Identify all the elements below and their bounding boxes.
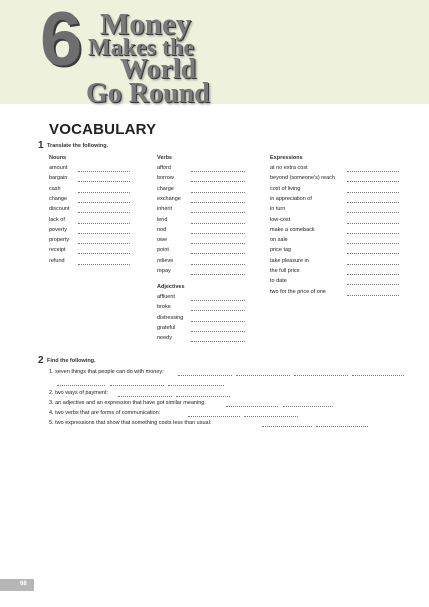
verb-answer-line[interactable]: [191, 223, 245, 224]
adjective-answer-line[interactable]: [191, 341, 245, 342]
expression-word: the full price: [270, 268, 300, 274]
verb-word: charge: [157, 185, 174, 192]
expression-word: beyond (someone's) reach: [270, 175, 335, 182]
expression-answer-line[interactable]: [347, 212, 399, 213]
expression-answer-line[interactable]: [347, 233, 399, 234]
expression-word: take pleasure in: [270, 257, 309, 264]
verb-answer-line[interactable]: [191, 181, 245, 182]
verb-answer-line[interactable]: [191, 233, 245, 234]
nouns-heading: Nouns: [49, 155, 67, 161]
verb-answer-line[interactable]: [191, 212, 245, 213]
verb-answer-line[interactable]: [191, 264, 245, 265]
adjective-answer-line[interactable]: [191, 321, 245, 322]
expression-word: on sale: [270, 237, 288, 244]
expression-word: in appreciation of: [270, 195, 312, 202]
expression-word: low-cost: [270, 216, 291, 223]
noun-answer-line[interactable]: [78, 181, 130, 182]
verb-word: owe: [157, 237, 168, 244]
adjective-answer-line[interactable]: [191, 300, 245, 301]
expressions-heading: Expressions: [270, 155, 303, 161]
exercise-1-instruction: Translate the following.: [47, 143, 109, 149]
expression-word: in turn: [270, 206, 286, 213]
verb-answer-line[interactable]: [191, 253, 245, 254]
expression-answer-line[interactable]: [347, 284, 399, 285]
expression-word: price tag: [270, 247, 292, 254]
verb-word: lend: [157, 216, 168, 223]
expression-word: to date: [270, 278, 287, 285]
verb-answer-line[interactable]: [191, 192, 245, 193]
verb-answer-line[interactable]: [191, 202, 245, 203]
unit-title-line-3: World: [120, 54, 197, 85]
answer-line[interactable]: [118, 396, 172, 397]
noun-word: cash: [49, 185, 61, 192]
noun-answer-line[interactable]: [78, 202, 130, 203]
verb-answer-line[interactable]: [191, 274, 245, 275]
adjective-word: distressing: [157, 314, 184, 321]
section-title: VOCABULARY: [49, 121, 157, 138]
answer-line[interactable]: [168, 385, 224, 386]
verb-word: repay: [157, 268, 171, 274]
expression-answer-line[interactable]: [347, 253, 399, 254]
question-3: 3. an adjective and an expression that have got similar meaning:: [49, 400, 206, 406]
answer-line[interactable]: [244, 416, 298, 417]
adjective-word: broke: [157, 304, 171, 311]
unit-title-line-4: Go Round: [86, 78, 210, 109]
expression-answer-line[interactable]: [347, 202, 399, 203]
noun-word: change: [49, 195, 68, 202]
answer-line[interactable]: [294, 375, 348, 376]
noun-answer-line[interactable]: [78, 212, 130, 213]
noun-word: poverty: [49, 226, 68, 233]
answer-line[interactable]: [236, 375, 290, 376]
answer-line[interactable]: [176, 396, 230, 397]
answer-line[interactable]: [283, 406, 333, 407]
verb-word: point: [157, 247, 169, 254]
noun-word: bargain: [49, 175, 68, 182]
noun-word: receipt: [49, 247, 66, 254]
adjectives-heading: Adjectives: [157, 284, 185, 290]
noun-answer-line[interactable]: [78, 192, 130, 193]
noun-answer-line[interactable]: [78, 233, 130, 234]
noun-answer-line[interactable]: [78, 264, 130, 265]
expression-answer-line[interactable]: [347, 243, 399, 244]
verb-word: exchange: [157, 195, 181, 202]
expression-answer-line[interactable]: [347, 264, 399, 265]
noun-word: amount: [49, 165, 68, 171]
adjective-word: grateful: [157, 324, 176, 331]
verb-word: nod: [157, 226, 167, 233]
noun-answer-line[interactable]: [78, 253, 130, 254]
adjective-answer-line[interactable]: [191, 331, 245, 332]
noun-word: property: [49, 237, 70, 244]
question-1: 1. seven things that people can do with money:: [49, 369, 164, 375]
answer-line[interactable]: [316, 426, 368, 427]
answer-line[interactable]: [110, 385, 164, 386]
unit-number: 6: [40, 0, 83, 82]
page-number: 68: [20, 581, 27, 587]
verbs-heading: Verbs: [157, 155, 172, 161]
noun-word: refund: [49, 257, 65, 264]
answer-line[interactable]: [188, 416, 240, 417]
exercise-2-number: 2: [38, 355, 44, 366]
verb-word: borrow: [157, 175, 174, 182]
answer-line[interactable]: [262, 426, 312, 427]
adjective-word: needy: [157, 335, 172, 342]
answer-line[interactable]: [57, 385, 105, 386]
unit-title-line-2: Makes the: [88, 35, 194, 61]
exercise-1-number: 1: [38, 140, 44, 151]
adjective-word: affluent: [157, 294, 175, 300]
noun-word: discount: [49, 206, 70, 213]
expression-answer-line[interactable]: [347, 192, 399, 193]
noun-answer-line[interactable]: [78, 171, 130, 172]
answer-line[interactable]: [178, 375, 232, 376]
noun-answer-line[interactable]: [78, 223, 130, 224]
expression-word: make a comeback: [270, 226, 315, 233]
verb-word: afford: [157, 165, 171, 171]
verb-answer-line[interactable]: [191, 171, 245, 172]
footer-bar: [0, 579, 34, 591]
expression-answer-line[interactable]: [347, 181, 399, 182]
unit-title-line-1: Money: [100, 6, 192, 41]
answer-line[interactable]: [352, 375, 404, 376]
exercise-2-instruction: Find the following.: [47, 358, 96, 364]
expression-answer-line[interactable]: [347, 171, 399, 172]
expression-answer-line[interactable]: [347, 295, 399, 296]
expression-word: two for the price of one: [270, 288, 326, 295]
expression-word: at no extra cost: [270, 165, 308, 171]
question-2: 2. two ways of payment:: [49, 390, 108, 396]
adjective-answer-line[interactable]: [191, 310, 245, 311]
expression-word: cost of living: [270, 185, 301, 192]
noun-answer-line[interactable]: [78, 243, 130, 244]
verb-answer-line[interactable]: [191, 243, 245, 244]
expression-answer-line[interactable]: [347, 223, 399, 224]
answer-line[interactable]: [226, 406, 278, 407]
verb-word: relieve: [157, 257, 174, 264]
expression-answer-line[interactable]: [347, 274, 399, 275]
question-5: 5. two expressions that show that something costs less than usual:: [49, 420, 212, 426]
noun-word: lack of: [49, 216, 65, 223]
verb-word: inherit: [157, 206, 172, 213]
question-4: 4. two verbs that are forms of communication:: [49, 410, 161, 416]
